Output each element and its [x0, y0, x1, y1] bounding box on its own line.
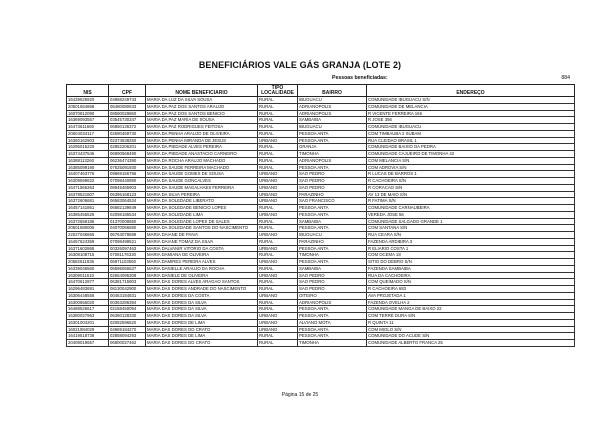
cell-endereco: COMUNIDADE IBUGUACU [367, 124, 575, 131]
cell-tipo: URBANO [258, 171, 298, 178]
cell-bairro: GRANJA [298, 144, 367, 151]
cell-cpf: 06480080633 [109, 103, 146, 110]
cell-endereco: COM MELANCIA S/N [367, 157, 575, 164]
beneficiaries-table [66, 84, 575, 347]
cell-bairro: OITEIRO [298, 292, 367, 299]
cell-nis: 16407463776 [67, 171, 109, 178]
cell-endereco: AVA PROJETADA 1 [367, 292, 575, 299]
cell-nis: 16372606681 [67, 198, 109, 205]
cell-cpf: 06800027462 [109, 340, 146, 347]
table-row [67, 137, 575, 144]
cell-nome: MARIA DANIELLE ARAUJO DA ROCHA [146, 265, 258, 272]
table-row [67, 178, 575, 185]
cell-nis: 16309011610 [67, 272, 109, 279]
cell-tipo: RURAL [258, 151, 298, 158]
cell-bairro: IBUGUACU [298, 97, 367, 104]
table-row [67, 340, 575, 347]
cell-endereco: COM TERRE DURA S/N [367, 313, 575, 320]
cell-nome: MARIA DANIELE DE OLIVEIRA [146, 272, 258, 279]
cell-nis: 20604034117 [67, 130, 109, 137]
cell-nis: 16339046560 [67, 265, 109, 272]
cell-bairro: PESSOA ANTA [298, 259, 367, 266]
cell-nome: MARIA DA SAUDE MAGALHAES FERREIRA [146, 184, 258, 191]
cell-nis: 20501654868 [67, 103, 109, 110]
cell-tipo: RURAL [258, 265, 298, 272]
cell-nis: 16021984029 [67, 326, 109, 333]
cell-nis: 16300655020 [67, 299, 109, 306]
cell-cpf: 02158450094 [109, 306, 146, 313]
table-row [67, 238, 575, 245]
cell-nome: MARIA DA LUZ DA SILVA SOUSA [146, 97, 258, 104]
cell-nome: MARIA DAS DORES DO CRATO [146, 340, 258, 347]
cell-cpf: 00326097463 [109, 245, 146, 252]
cell-endereco: R QUINTA 11 [367, 319, 575, 326]
cell-tipo: URBANO [258, 259, 298, 266]
cell-tipo: RURAL [258, 299, 298, 306]
cell-tipo: URBANO [258, 178, 298, 185]
table-row [67, 205, 575, 212]
cell-cpf: 02852206201 [109, 144, 146, 151]
table-row [67, 117, 575, 124]
cell-bairro: SAO PEDRO [298, 286, 367, 293]
cell-tipo: RURAL [258, 252, 298, 259]
beneficiary-count-row [66, 75, 574, 83]
table-row [67, 265, 575, 272]
cell-tipo: RURAL [258, 164, 298, 171]
cell-bairro: SAO PEDRO [298, 184, 367, 191]
cell-bairro: SAMBAIBA [298, 265, 367, 272]
cell-endereco: COMUNIDADE CARNAUBEIRA [367, 205, 575, 212]
cell-endereco: R CACHOEIRA S/N [367, 178, 575, 185]
count-value: 884 [561, 75, 570, 81]
cell-endereco: COM OCEMA 18 [367, 252, 575, 259]
cell-nis: 16301004201 [67, 319, 109, 326]
header-bairro: BAIRRO [298, 85, 367, 97]
cell-tipo: URBANO [258, 272, 298, 279]
cell-cpf: 07081176330 [109, 252, 146, 259]
cell-nis: 16306448556 [67, 292, 109, 299]
cell-cpf: 06871103560 [109, 259, 146, 266]
cell-nis: 16295016220 [67, 144, 109, 151]
table-row [67, 198, 575, 205]
cell-endereco: R VICENTE FERREIRA 166 [367, 110, 575, 117]
cell-bairro: PESSOA ANTA [298, 326, 367, 333]
table-row [67, 306, 575, 313]
cell-bairro: TIMONHA [298, 151, 367, 158]
cell-bairro: PESSOA ANTA [298, 333, 367, 340]
cell-endereco: AV 13 DE MAIO S/N [367, 191, 575, 198]
cell-nis: 16488525617 [67, 306, 109, 313]
cell-tipo: RURAL [258, 205, 298, 212]
cell-nis: 16457624359 [67, 238, 109, 245]
cell-endereco: R JOSE 356 [367, 117, 575, 124]
cell-bairro: SAO FRANCISCO [298, 198, 367, 205]
cell-nis: 20601580005 [67, 225, 109, 232]
cell-nome: MARIA DAS DORES DA SILVA [146, 313, 258, 320]
cell-nis: 16369093557 [67, 117, 109, 124]
cell-tipo: RURAL [258, 124, 298, 131]
table-row [67, 326, 575, 333]
cell-endereco: FAZENDA SAMBAIBA [367, 265, 575, 272]
cell-nis: 16379521607 [67, 191, 109, 198]
cell-endereco: COMUNIDADE DE MELANCIA [367, 103, 575, 110]
table-body [67, 97, 575, 347]
header-nis: NIS [67, 85, 109, 97]
table-row [67, 164, 575, 171]
cell-nome: MARIA DAMIANA DE OLIVEIRA [146, 252, 258, 259]
cell-bairro: PESSOA ANTA [298, 130, 367, 137]
cell-nome: MARIA DA PAZ RODRIGUES FEITOSA [146, 124, 258, 131]
cell-cpf: 02590469730 [109, 130, 146, 137]
cell-nis: 16385455526 [67, 211, 109, 218]
cell-tipo: RURAL [258, 110, 298, 117]
cell-endereco: FAZENDA OVELHA 2 [367, 299, 575, 306]
cell-bairro: SAMBAIBA [298, 117, 367, 124]
table-row [67, 103, 575, 110]
cell-nome: MARIA DAS DORES DE LIMA [146, 333, 258, 340]
cell-nis: 16470612977 [67, 279, 109, 286]
cell-endereco: COMUNIDADE MANGA DE BAIXO 22 [367, 306, 575, 313]
table-row [67, 211, 575, 218]
cell-bairro: PARAZINHO [298, 238, 367, 245]
table-row [67, 218, 575, 225]
cell-tipo: URBANO [258, 319, 298, 326]
table-row [67, 272, 575, 279]
cell-nome: MARIA DAMIRES PEREIRA ALVES [146, 259, 258, 266]
cell-tipo: RURAL [258, 117, 298, 124]
cell-endereco: R FATIMA S/N [367, 198, 575, 205]
cell-cpf: 03545730347 [109, 117, 146, 124]
table-row [67, 292, 575, 299]
cell-nis: 16473611660 [67, 124, 109, 131]
cell-nis: 20582611936 [67, 259, 109, 266]
cell-bairro: ALVIANO MOTA [298, 319, 367, 326]
cell-tipo: URBANO [258, 137, 298, 144]
cell-nome: MARIA DA PENHA ARAUJO DE OLIVEIRA [146, 130, 258, 137]
cell-tipo: URBANO [258, 198, 298, 205]
cell-endereco: RUA CEARA S/N [367, 232, 575, 239]
header-endereco: ENDEREÇO [367, 85, 575, 97]
cell-cpf: 00463184831 [109, 292, 146, 299]
cell-bairro: SAO PEDRO [298, 279, 367, 286]
cell-cpf: 06380128330 [109, 313, 146, 320]
cell-endereco: COMUNIDADE ALBERTO FRANCA 25 [367, 340, 575, 347]
page-footer: Página 15 de 25 [281, 392, 319, 398]
cell-cpf: 08590029860 [109, 110, 146, 117]
cell-nis: 16471566263 [67, 184, 109, 191]
cell-nome: MARIA DAIANE TOMAZ DA SILVA [146, 238, 258, 245]
cell-nis: 20408019657 [67, 340, 109, 347]
cell-tipo: URBANO [258, 245, 298, 252]
cell-bairro: ADRIANOPOLIS [298, 103, 367, 110]
cell-cpf: 06236474390 [109, 157, 146, 164]
cell-nome: MARIA DA SOLEDADE LIMA [146, 211, 258, 218]
cell-endereco: R CORACAO S/N [367, 184, 575, 191]
cell-endereco: R CACHOEIRA 683 [367, 286, 575, 293]
count-label: Pessoas beneficiadas: [332, 75, 388, 81]
cell-nome: MARIA DA SOLEDADE LOPES DE SALES [146, 218, 258, 225]
cell-nis: 16371602865 [67, 245, 109, 252]
cell-cpf: 06890568490 [109, 151, 146, 158]
cell-tipo: RURAL [258, 286, 298, 293]
cell-nis: 16439625920 [67, 97, 109, 104]
cell-nome: MARIA DAS DORES DA SILVA [146, 306, 258, 313]
cell-nome: MARIA DALVANIR VITORIO DA COSTA [146, 245, 258, 252]
table-row [67, 157, 575, 164]
cell-cpf: 02858094293 [109, 333, 146, 340]
cell-nome: MARIA DAS DORES DA COSTA [146, 292, 258, 299]
cell-cpf: 04070056590 [109, 225, 146, 232]
cell-cpf: 06850136372 [109, 124, 146, 131]
cell-bairro: PESSOA ANTA [298, 225, 367, 232]
table-row [67, 130, 575, 137]
cell-endereco: COMUNIDADE DO ACUDE S/N [367, 333, 575, 340]
cell-tipo: RURAL [258, 333, 298, 340]
cell-bairro: IBUGUACU [298, 124, 367, 131]
cell-endereco: R LUCAS DE BARROS 1 [367, 171, 575, 178]
cell-tipo: RURAL [258, 340, 298, 347]
table-row [67, 232, 575, 239]
cell-endereco: R ELIARIO COSTA 1 [367, 245, 575, 252]
cell-endereco: COM MIOLO S/N [367, 326, 575, 333]
cell-nis: 16309599622 [67, 178, 109, 185]
cell-tipo: URBANO [258, 292, 298, 299]
cell-cpf: 06682139649 [109, 205, 146, 212]
cell-bairro: SAO PEDRO [298, 272, 367, 279]
cell-cpf: 07098440890 [109, 178, 146, 185]
cell-nome: MARIA DA SAUDE FERREIRA MACHADO [146, 164, 258, 171]
cell-tipo: RURAL [258, 157, 298, 164]
cell-bairro: ADRIANOPOLIS [298, 299, 367, 306]
cell-nis: 16308108715 [67, 252, 109, 259]
cell-endereco: COMUNIDADE IBUGUACU S/N [367, 97, 575, 104]
cell-cpf: 04968249743 [109, 97, 146, 104]
cell-cpf: 06396168123 [109, 191, 146, 198]
table-header-row [67, 85, 575, 97]
table-row [67, 151, 575, 158]
cell-endereco: RUA DA CACHOEIRA [367, 272, 575, 279]
cell-nome: MARIA DA SOLEDADE BENICIO LOPES [146, 205, 258, 212]
cell-bairro: TIMONHA [298, 340, 367, 347]
cell-bairro: PARAZINHO [298, 191, 367, 198]
cell-tipo: RURAL [258, 103, 298, 110]
cell-nome: MARIA DA ROCHA ARAUJO MACHADO [146, 157, 258, 164]
cell-cpf: 01370008650 [109, 218, 146, 225]
cell-bairro: ADRIANOPOLIS [298, 110, 367, 117]
cell-tipo: URBANO [258, 184, 298, 191]
cell-endereco: FAZENDA ARDIBIRA 3 [367, 238, 575, 245]
table-row [67, 279, 575, 286]
table-row [67, 252, 575, 259]
table-row [67, 144, 575, 151]
cell-cpf: 02082596520 [109, 319, 146, 326]
cell-nis: 16374437546 [67, 151, 109, 158]
cell-bairro: PESSOA ANTA [298, 164, 367, 171]
cell-nis: 16457141861 [67, 205, 109, 212]
cell-cpf: 00363286394 [109, 299, 146, 306]
table-row [67, 110, 575, 117]
cell-tipo: RURAL [258, 279, 298, 286]
cell-nome: MARIA DAS DORES DO CRATO [146, 326, 258, 333]
cell-cpf: 07098498521 [109, 238, 146, 245]
cell-endereco: COMUNIDADE SALGADO GRANDE 1 [367, 218, 575, 225]
cell-tipo: RURAL [258, 144, 298, 151]
cell-nis: 16360162903 [67, 137, 109, 144]
cell-nome: MARIA DA PAZ MARIA DE SOUSA [146, 117, 258, 124]
table-row [67, 191, 575, 198]
cell-bairro: PESSOA ANTA [298, 306, 367, 313]
cell-tipo: URBANO [258, 191, 298, 198]
cell-nome: MARIA DAS DORES DE LIMA [146, 319, 258, 326]
cell-bairro: IBUGUACU [298, 232, 367, 239]
cell-bairro: PESSOA ANTA [298, 205, 367, 212]
table-row [67, 319, 575, 326]
cell-endereco: SITIO DO DEBRO S/N [367, 259, 575, 266]
cell-endereco: COMUNIDADE CAJUEIRO DE TIMONHA 42 [367, 151, 575, 158]
cell-cpf: 06763078689 [109, 232, 146, 239]
cell-nome: MARIA DA SILVA PEREIRA [146, 191, 258, 198]
cell-nome: MARIA DA PIEDADE ALVES PEREIRA [146, 144, 258, 151]
cell-tipo: RURAL [258, 218, 298, 225]
cell-cpf: 04969184270 [109, 326, 146, 333]
cell-tipo: RURAL [258, 238, 298, 245]
cell-endereco: COM QUEIMADO S/N [367, 279, 575, 286]
cell-bairro: SAO PEDRO [298, 178, 367, 185]
cell-cpf: 06583064534 [109, 198, 146, 205]
cell-bairro: PESSOA ANTA [298, 211, 367, 218]
table-row [67, 333, 575, 340]
cell-nome: MARIA DA SAUDE GONCALVES [146, 178, 258, 185]
table-row [67, 299, 575, 306]
table-row [67, 184, 575, 191]
cell-bairro: TIMONHA [298, 252, 367, 259]
cell-nis: 16385099190 [67, 164, 109, 171]
cell-nis: 16070812090 [67, 110, 109, 117]
header-nome: NOME BENEFICIARIO [146, 85, 258, 97]
cell-endereco: RUA CLEIDAO BRASIL 1 [367, 137, 575, 144]
cell-nome: MARIA DAS DORES ALVES ARAGAO SANTOS [146, 279, 258, 286]
cell-nome: MARIA DA PAZ DOS SANTOS BENICIO [146, 110, 258, 117]
cell-bairro: SAO PEDRO [298, 171, 367, 178]
cell-endereco: COMUNIDADE BAIXIO DA PEDRA [367, 144, 575, 151]
cell-cpf: 08130042900 [109, 286, 146, 293]
cell-cpf: 08945465903 [109, 184, 146, 191]
cell-nome: MARIA DA PENHA MIRANDA DE JESUS [146, 137, 258, 144]
cell-tipo: URBANO [258, 232, 298, 239]
cell-cpf: 09869156796 [109, 171, 146, 178]
cell-tipo: RURAL [258, 97, 298, 104]
header-cpf: CPF [109, 85, 146, 97]
cell-endereco: COM SANTANA S/N [367, 225, 575, 232]
table-row [67, 97, 575, 104]
cell-nome: MARIA DAIANE DE PAIVA [146, 232, 258, 239]
cell-bairro: ADRIANOPOLIS [298, 157, 367, 164]
cell-endereco: COM TIMBAUBA 2 SUBAM [367, 130, 575, 137]
cell-tipo: URBANO [258, 211, 298, 218]
cell-endereco: VEREDA JOSE 56 [367, 211, 575, 218]
cell-nome: MARIA DAS DORES DA SILVA [146, 299, 258, 306]
cell-nis: 22027046665 [67, 232, 109, 239]
cell-cpf: 02098185534 [109, 211, 146, 218]
cell-cpf: 07625091930 [109, 164, 146, 171]
table-row [67, 286, 575, 293]
cell-nome: MARIA DA SOLEDADE LIBERATO [146, 198, 258, 205]
table-row [67, 171, 575, 178]
document-title: BENEFICIÁRIOS VALE GÁS GRANJA (LOTE 2) [198, 60, 402, 70]
cell-tipo: RURAL [258, 306, 298, 313]
cell-tipo: URBANO [258, 313, 298, 320]
cell-nis: 16419518739 [67, 333, 109, 340]
cell-bairro: PESSOA ANTA [298, 313, 367, 320]
cell-endereco: COM ADROVIA S/N [367, 164, 575, 171]
cell-nis: 16380027963 [67, 313, 109, 320]
cell-bairro: PESSOA ANTA [298, 245, 367, 252]
cell-cpf: 06381715903 [109, 279, 146, 286]
cell-nis: 16296483691 [67, 286, 109, 293]
table-row [67, 225, 575, 232]
cell-nome: MARIA DA PIEDADE ANASTACIO CARNEIRO [146, 151, 258, 158]
cell-tipo: RURAL [258, 130, 298, 137]
table-row [67, 245, 575, 252]
cell-nis: 16388113260 [67, 157, 109, 164]
cell-bairro: PESSOA ANTA [298, 137, 367, 144]
cell-nome: MARIA DA PAZ DOS SANTOS ARAUJO [146, 103, 258, 110]
cell-cpf: 02374538250 [109, 137, 146, 144]
cell-nis: 16372658185 [67, 218, 109, 225]
cell-tipo: RURAL [258, 225, 298, 232]
cell-nome: MARIA DA SAUDE GOMES DE SOUSA [146, 171, 258, 178]
cell-tipo: URBANO [258, 326, 298, 333]
table-row [67, 124, 575, 131]
cell-cpf: 06595056537 [109, 265, 146, 272]
table-row [67, 313, 575, 320]
cell-bairro: SAMBAIBA [298, 218, 367, 225]
table-row [67, 259, 575, 266]
header-tipo-localidade: TIPO LOCALIDADE [258, 85, 298, 97]
cell-nome: MARIA DA SOLEDADE SANTOS DO NASCIMENTO [146, 225, 258, 232]
cell-cpf: 02654095309 [109, 272, 146, 279]
cell-nome: MARIA DAS DORES ANDRADE DO NASCIMENTO [146, 286, 258, 293]
